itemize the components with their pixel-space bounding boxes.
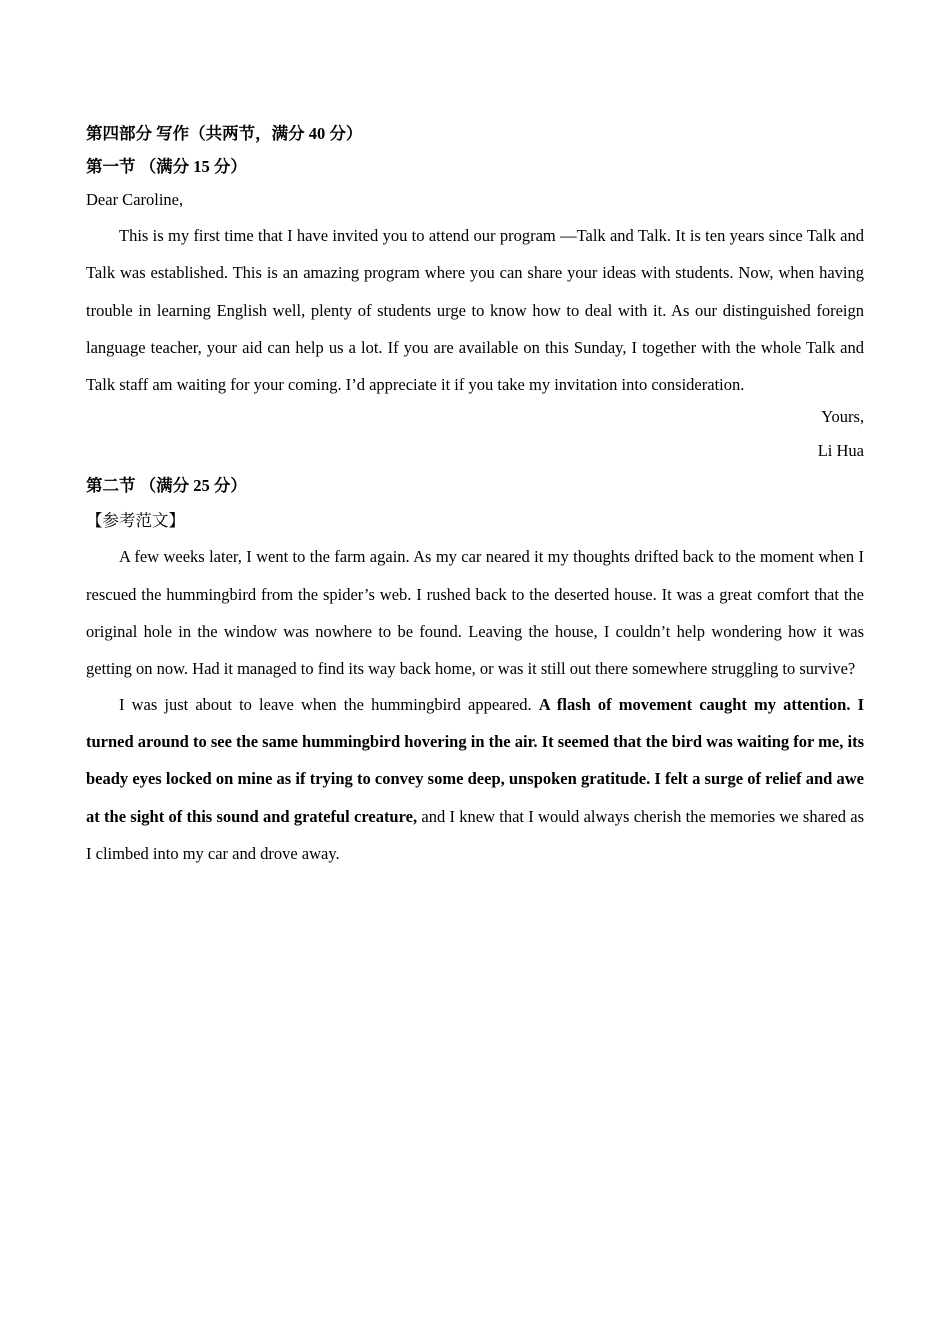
essay-paragraph-2 <box>86 686 864 872</box>
part-title: 第四部分 写作（共两节，满分 40 分） <box>86 124 363 143</box>
reference-label: 【参考范文】 <box>86 511 185 531</box>
letter-closing: Yours, <box>821 407 864 427</box>
essay-paragraph-2-bold: A flash of movement caught my attention. I turned around to see the same hummingbird hovering in the air. It seemed that the bird was waiting for me, its beady eyes locked on mine as if trying to convey some deep, unspoken gratitude. I felt a surge of relief and awe at the sight of this sound and grateful creature, <box>86 694 864 826</box>
letter-signature: Li Hua <box>817 441 864 461</box>
letter-salutation: Dear Caroline, <box>86 190 184 209</box>
section2-title: 第二节 （满分 25 分） <box>86 476 247 496</box>
letter-body: This is my first time that I have invited you to attend our program —Talk and Talk. It is ten years since Talk and Talk was established. This is an amazing program where you can share your ideas with students. Now, when having trouble in learning English well, plenty of students urge to know how to deal with it. As our distinguished foreign language teacher, your aid can help us a lot. If you are available on this Sunday, I together with the whole Talk and Talk staff am waiting for your coming. I’d appreciate it if you take my invitation into consideration. <box>86 226 864 395</box>
essay-paragraph-1: A few weeks later, I went to the farm again. As my car neared it my thoughts drifted back to the moment when I rescued the hummingbird from the spider’s web. I rushed back to the deserted house. It was a great comfort that the original hole in the window was nowhere to be found. Leaving the house, I couldn’t help wondering how it was getting on now. Had it managed to find its way back home, or was it still out there somewhere struggling to survive? <box>86 547 864 679</box>
essay-paragraph-2-start: I was just about to leave when the hummingbird appeared. <box>119 694 539 714</box>
document-page <box>86 124 864 872</box>
section1-title: 第一节 （满分 15 分） <box>86 157 247 176</box>
essay-paragraph-2-end: and I knew that I would always cherish the memories we shared as I climbed into my car and drove away. <box>86 806 864 863</box>
